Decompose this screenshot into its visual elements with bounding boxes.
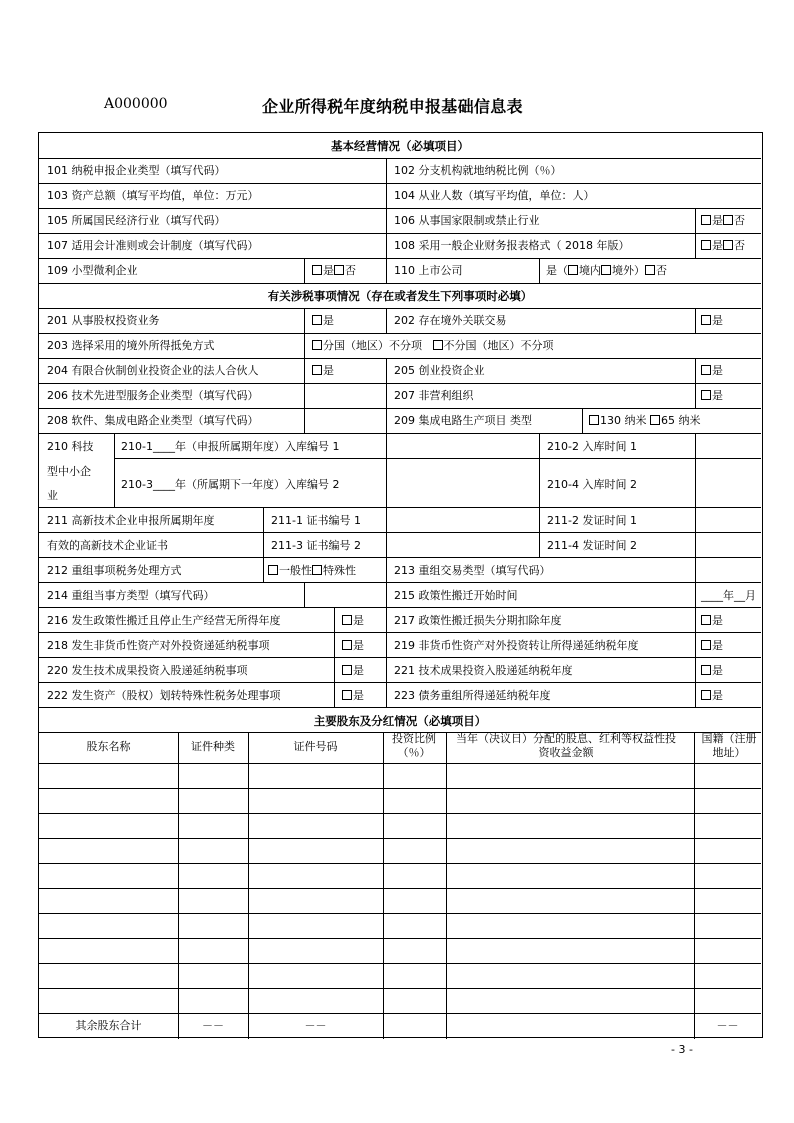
row-204-options[interactable]: 是 <box>312 364 334 378</box>
grid-line <box>694 732 695 1039</box>
grid-line <box>334 682 335 707</box>
grid-line <box>39 863 761 864</box>
tax-info-form <box>38 132 763 1038</box>
grid-line <box>539 258 540 283</box>
grid-line <box>248 732 249 1039</box>
grid-line <box>304 383 305 408</box>
grid-line <box>386 158 387 183</box>
row-220-options[interactable]: 是 <box>342 664 364 678</box>
row-207-options[interactable]: 是 <box>701 389 723 403</box>
row-211-3-label: 211-3 证书编号 2 <box>271 539 361 552</box>
row-209-options[interactable]: 130 纳米 65 纳米 <box>589 414 701 428</box>
grid-line <box>386 233 387 258</box>
row-208-label: 208 软件、集成电路企业类型（填写代码） <box>47 414 259 427</box>
grid-line <box>39 988 761 989</box>
grid-line <box>39 888 761 889</box>
grid-line <box>695 233 696 258</box>
row-202-label: 202 存在境外关联交易 <box>394 314 507 327</box>
grid-line <box>263 507 264 557</box>
checkbox[interactable] <box>701 615 711 625</box>
grid-line <box>39 838 761 839</box>
row-211-2-label: 211-2 发证时间 1 <box>547 514 637 527</box>
checkbox[interactable] <box>342 690 352 700</box>
row-212-label: 212 重组事项税务处理方式 <box>47 564 182 577</box>
grid-line <box>386 208 387 233</box>
row-218-options[interactable]: 是 <box>342 639 364 653</box>
checkbox[interactable] <box>589 415 599 425</box>
col-header-nationality: 国籍（注册地址） <box>701 732 757 759</box>
grid-line <box>304 358 305 383</box>
row-211-label-1: 211 高新技术企业申报所属期年度 <box>47 514 215 527</box>
col-header-id-no: 证件号码 <box>293 740 338 753</box>
row-216-options[interactable]: 是 <box>342 614 364 628</box>
checkbox[interactable] <box>601 265 611 275</box>
col-header-ratio: 投资比例（％） <box>392 732 436 759</box>
grid-line <box>39 557 761 558</box>
grid-line <box>39 208 761 209</box>
row-212-options[interactable]: 一般性 特殊性 <box>268 564 356 578</box>
grid-line <box>304 258 305 283</box>
row-217-label: 217 政策性搬迁损失分期扣除年度 <box>394 614 562 627</box>
row-210-1-label: 210-1____年（申报所属期年度）入库编号 1 <box>121 440 340 453</box>
grid-line <box>39 258 761 259</box>
row-108-options[interactable]: 是 否 <box>701 239 745 253</box>
checkbox[interactable] <box>723 240 733 250</box>
row-215-value[interactable]: ____年__月 <box>701 589 756 602</box>
row-105-label: 105 所属国民经济行业（填写代码） <box>47 214 226 227</box>
row-110-options[interactable]: 是（ 境内 境外） 否 <box>546 264 667 277</box>
grid-line <box>334 657 335 682</box>
grid-line <box>39 707 761 708</box>
footer-id-no: －－ <box>304 1019 327 1032</box>
grid-line <box>39 788 761 789</box>
checkbox[interactable] <box>701 315 711 325</box>
checkbox[interactable] <box>701 240 711 250</box>
row-210-4-label: 210-4 入库时间 2 <box>547 478 637 491</box>
grid-line <box>539 433 540 507</box>
checkbox[interactable] <box>312 340 322 350</box>
row-220-label: 220 发生技术成果投资入股递延纳税事项 <box>47 664 248 677</box>
row-210-label-2: 型中小企 <box>47 465 91 478</box>
grid-line <box>39 383 761 384</box>
grid-line <box>304 582 305 607</box>
checkbox[interactable] <box>568 265 578 275</box>
grid-line <box>386 258 387 283</box>
checkbox[interactable] <box>701 390 711 400</box>
row-205-options[interactable]: 是 <box>701 364 723 378</box>
grid-line <box>39 913 761 914</box>
row-218-label: 218 发生非货币性资产对外投资递延纳税事项 <box>47 639 270 652</box>
checkbox[interactable] <box>312 565 322 575</box>
row-201-label: 201 从事股权投资业务 <box>47 314 160 327</box>
checkbox[interactable] <box>645 265 655 275</box>
row-106-options[interactable]: 是 否 <box>701 214 745 228</box>
grid-line <box>39 408 761 409</box>
row-221-options[interactable]: 是 <box>701 664 723 678</box>
row-215-label: 215 政策性搬迁开始时间 <box>394 589 518 602</box>
row-221-label: 221 技术成果投资入股递延纳税年度 <box>394 664 573 677</box>
grid-line <box>386 557 387 582</box>
row-214-label: 214 重组当事方类型（填写代码） <box>47 589 215 602</box>
checkbox[interactable] <box>312 365 322 375</box>
grid-line <box>386 433 387 507</box>
row-106-label: 106 从事国家限制或禁止行业 <box>394 214 540 227</box>
col-header-name: 股东名称 <box>86 740 131 753</box>
grid-line <box>39 582 761 583</box>
grid-line <box>39 507 761 508</box>
row-213-label: 213 重组交易类型（填写代码） <box>394 564 551 577</box>
grid-line <box>539 507 540 557</box>
row-101-label: 101 纳税申报企业类型（填写代码） <box>47 164 226 177</box>
checkbox[interactable] <box>723 215 733 225</box>
row-205-label: 205 创业投资企业 <box>394 364 485 377</box>
row-109-options[interactable]: 是 否 <box>312 264 356 278</box>
grid-line <box>695 383 696 408</box>
form-code: A000000 <box>104 96 168 112</box>
checkbox[interactable] <box>334 265 344 275</box>
row-108-label: 108 采用一般企业财务报表格式（ 2018 年版） <box>394 239 630 252</box>
grid-line <box>39 813 761 814</box>
col-header-dividend: 当年（决议日）分配的股息、红利等权益性投资收益金额 <box>456 732 676 759</box>
row-223-label: 223 债务重组所得递延纳税年度 <box>394 689 551 702</box>
grid-line <box>386 408 387 433</box>
grid-line <box>582 408 583 433</box>
row-211-1-label: 211-1 证书编号 1 <box>271 514 361 527</box>
checkbox[interactable] <box>342 665 352 675</box>
grid-line <box>695 632 696 657</box>
grid-line <box>695 607 696 632</box>
grid-line <box>39 607 761 608</box>
section-tax-title: 有关涉税事项情况（存在或者发生下列事项时必填） <box>267 289 533 303</box>
row-203-label: 203 选择采用的境外所得抵免方式 <box>47 339 215 352</box>
row-209-label: 209 集成电路生产项目 类型 <box>394 414 532 427</box>
section-basic-title: 基本经营情况（必填项目） <box>331 139 469 153</box>
grid-line <box>39 532 761 533</box>
row-103-label: 103 资产总额（填写平均值，单位：万元） <box>47 189 259 202</box>
page-number: - 3 - <box>671 1043 693 1056</box>
grid-line <box>695 582 696 607</box>
grid-line <box>178 732 179 1039</box>
grid-line <box>383 732 384 1039</box>
grid-line <box>39 963 761 964</box>
footer-id-type: －－ <box>202 1019 224 1032</box>
checkbox[interactable] <box>342 640 352 650</box>
row-109-label: 109 小型微利企业 <box>47 264 138 277</box>
checkbox[interactable] <box>342 615 352 625</box>
row-210-2-label: 210-2 入库时间 1 <box>547 440 637 453</box>
grid-line <box>695 433 696 507</box>
row-107-label: 107 适用会计准则或会计制度（填写代码） <box>47 239 259 252</box>
grid-line <box>695 557 696 582</box>
grid-line <box>39 657 761 658</box>
grid-line <box>386 383 387 408</box>
grid-line <box>334 607 335 632</box>
grid-line <box>114 458 761 459</box>
row-211-4-label: 211-4 发证时间 2 <box>547 539 637 552</box>
row-210-label-1: 210 科技 <box>47 440 94 453</box>
grid-line <box>446 732 447 1039</box>
grid-line <box>114 433 115 507</box>
grid-line <box>304 333 305 358</box>
grid-line <box>386 657 387 682</box>
footer-nationality: －－ <box>716 1019 739 1032</box>
grid-line <box>386 308 387 333</box>
grid-line <box>695 358 696 383</box>
grid-line <box>386 183 387 208</box>
section-shareholders-title: 主要股东及分红情况（必填项目） <box>313 714 487 728</box>
grid-line <box>386 682 387 707</box>
grid-line <box>39 158 761 159</box>
row-219-options[interactable]: 是 <box>701 639 723 653</box>
row-210-3-label: 210-3____年（所属期下一年度）入库编号 2 <box>121 478 340 491</box>
grid-line <box>304 308 305 333</box>
grid-line <box>695 507 696 557</box>
grid-line <box>39 632 761 633</box>
grid-line <box>39 433 761 434</box>
grid-line <box>386 582 387 607</box>
grid-line <box>695 308 696 333</box>
row-104-label: 104 从业人数（填写平均值，单位：人） <box>394 189 595 202</box>
checkbox[interactable] <box>701 215 711 225</box>
checkbox[interactable] <box>701 665 711 675</box>
row-207-label: 207 非营利组织 <box>394 389 474 402</box>
grid-line <box>695 208 696 233</box>
row-110-label: 110 上市公司 <box>394 264 463 277</box>
checkbox[interactable] <box>268 565 278 575</box>
row-203-options[interactable]: 分国（地区）不分项 不分国（地区）不分项 <box>312 339 554 353</box>
grid-line <box>263 557 264 582</box>
grid-line <box>39 183 761 184</box>
row-216-label: 216 发生政策性搬迁且停止生产经营无所得年度 <box>47 614 281 627</box>
row-204-label: 204 有限合伙制创业投资企业的法人合伙人 <box>47 364 259 377</box>
grid-line <box>386 607 387 632</box>
grid-line <box>39 938 761 939</box>
footer-other-shareholders: 其余股东合计 <box>75 1019 142 1032</box>
row-222-options[interactable]: 是 <box>342 689 364 703</box>
grid-line <box>39 1013 761 1014</box>
grid-line <box>386 507 387 557</box>
checkbox[interactable] <box>650 415 660 425</box>
row-206-label: 206 技术先进型服务企业类型（填写代码） <box>47 389 259 402</box>
grid-line <box>386 632 387 657</box>
checkbox[interactable] <box>433 340 443 350</box>
grid-line <box>39 233 761 234</box>
row-219-label: 219 非货币性资产对外投资转让所得递延纳税年度 <box>394 639 639 652</box>
grid-line <box>334 632 335 657</box>
grid-line <box>695 657 696 682</box>
row-201-options[interactable]: 是 <box>312 314 334 328</box>
grid-line <box>39 333 761 334</box>
grid-line <box>39 358 761 359</box>
grid-line <box>695 682 696 707</box>
col-header-id-type: 证件种类 <box>191 740 235 753</box>
row-211-label-2: 有效的高新技术企业证书 <box>47 539 168 552</box>
checkbox[interactable] <box>701 640 711 650</box>
row-223-options[interactable]: 是 <box>701 689 723 703</box>
checkbox[interactable] <box>312 265 322 275</box>
grid-line <box>39 308 761 309</box>
grid-line <box>386 358 387 383</box>
grid-line <box>39 283 761 284</box>
row-202-options[interactable]: 是 <box>701 314 723 328</box>
checkbox[interactable] <box>312 315 322 325</box>
row-102-label: 102 分支机构就地纳税比例（％） <box>394 164 562 177</box>
checkbox[interactable] <box>701 690 711 700</box>
row-222-label: 222 发生资产（股权）划转特殊性税务处理事项 <box>47 689 281 702</box>
row-210-label-3: 业 <box>47 489 58 502</box>
grid-line <box>39 763 761 764</box>
grid-line <box>39 682 761 683</box>
row-217-options[interactable]: 是 <box>701 614 723 628</box>
grid-line <box>304 408 305 433</box>
form-title: 企业所得税年度纳税申报基础信息表 <box>262 97 523 116</box>
checkbox[interactable] <box>701 365 711 375</box>
